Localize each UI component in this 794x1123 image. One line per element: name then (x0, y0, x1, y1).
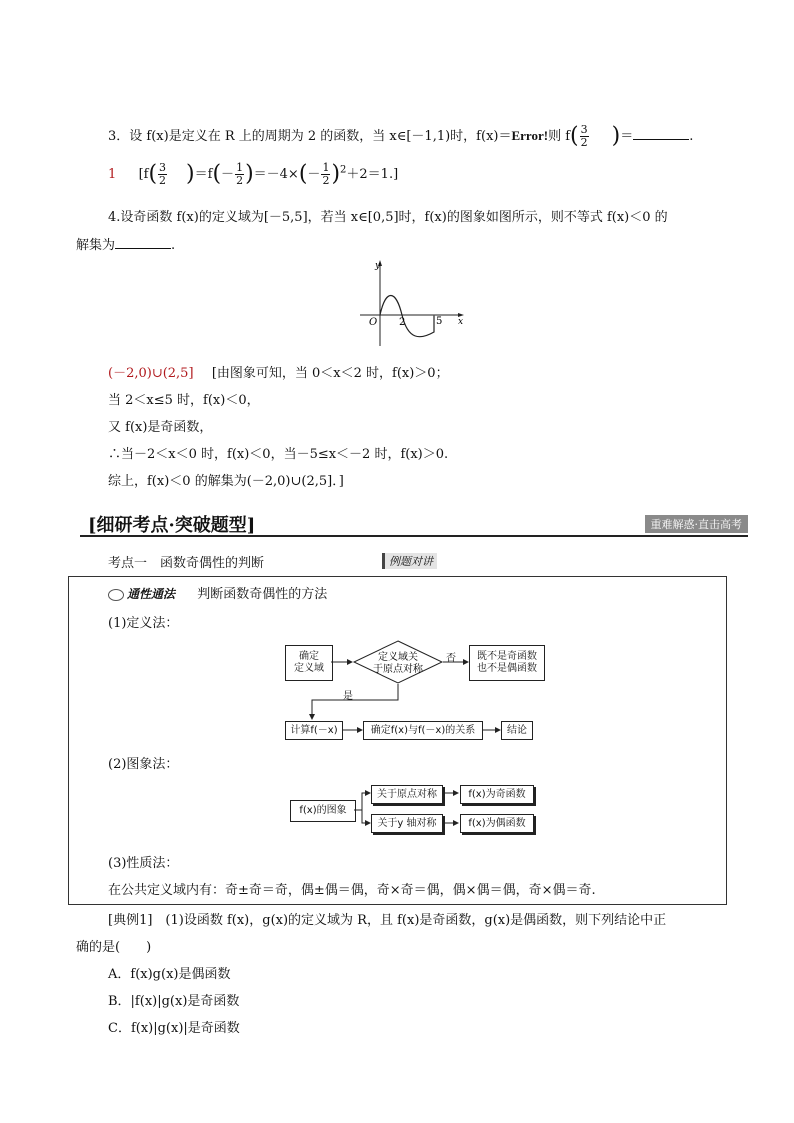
answer-4-line4: ∴当－2＜x＜0 时，f(x)＜0，当－5≤x＜－2 时，f(x)＞0. (108, 447, 449, 462)
a3-eq2: ＝－4× (253, 167, 299, 182)
kaodian-tag: 例题对讲 (382, 553, 437, 569)
example-line1: [典例1] (1)设函数 f(x)，g(x)的定义域为 R，且 f(x)是奇函数，g(x)是偶函数，则下列结论中正 (108, 913, 667, 928)
option-a: A．f(x)g(x)是偶函数 (108, 967, 231, 982)
answer-4-line3: 又 f(x)是奇函数， (108, 420, 213, 435)
flow-box-determine-domain: 确定 定义域 (285, 645, 333, 681)
q3-mid: 则 f (548, 129, 571, 144)
method-badge: 通性通法 (127, 587, 176, 601)
property-label: (3)性质法： (108, 856, 179, 871)
flow-box-relation: 确定f(x)与f(－x)的关系 (363, 721, 483, 740)
answer-4-line2: 当 2＜x≤5 时，f(x)＜0， (108, 393, 260, 408)
q3-error: Error! (511, 128, 549, 143)
a3-frac-3: $\frac{1}{2}$ (322, 161, 330, 187)
answer-4-line5: 综上，f(x)＜0 的解集为(－2,0)∪(2,5]．] (108, 474, 344, 489)
question-4-line2: 解集为 . (76, 238, 176, 253)
graph-tick-5: 5 (436, 316, 443, 327)
option-b: B．|f(x)|g(x)是奇函数 (108, 994, 240, 1009)
flow2-even-result: f(x)为偶函数 (460, 814, 534, 833)
definition-label: (1)定义法： (108, 616, 179, 631)
answer-4-value: (－2,0)∪(2,5] (108, 366, 194, 381)
a3-tail: ＋2＝1.] (346, 167, 399, 182)
a4-explain-1: [由图象可知，当 0＜x＜2 时，f(x)＞0； (211, 366, 449, 381)
flow-label-yes: 是 (343, 691, 353, 702)
question-4-line1: 4.设奇函数 f(x)的定义域为[－5,5]，若当 x∈[0,5]时，f(x)的图象如图所示，则不等式 f(x)＜0 的 (108, 210, 668, 225)
flow2-odd-result: f(x)为奇函数 (460, 785, 534, 804)
section-tag: 重难解惑·直击高考 (645, 515, 749, 533)
flow-label-no: 否 (446, 653, 456, 664)
a3-frac-2: $\frac{1}{2}$ (236, 161, 244, 187)
flow2-y-symmetry: 关于y 轴对称 (371, 814, 443, 833)
q3-paren-close: ) (611, 123, 621, 149)
graph-x-label: x (458, 317, 464, 327)
q3-end: . (689, 129, 694, 144)
flow-box-neither: 既不是奇函数 也不是偶函数 (469, 645, 545, 681)
flow-box-conclusion: 结论 (501, 721, 533, 740)
property-text: 在公共定义域内有：奇±奇＝奇，偶±偶＝偶，奇×奇＝偶，偶×偶＝偶，奇×偶＝奇. (108, 883, 596, 898)
a3-frac-1: $\frac{3}{2}$ (159, 161, 167, 187)
graph-origin: O (369, 317, 378, 328)
flow-box-compute: 计算f(－x) (285, 721, 343, 740)
answer-3-value: 1 (108, 167, 117, 182)
flow2-origin-symmetry: 关于原点对称 (371, 785, 443, 804)
q3-text: 3．设 f(x)是定义在 R 上的周期为 2 的函数，当 x∈[－1,1)时，f(x)＝ (108, 129, 512, 144)
a3-eq1: ＝f (194, 167, 213, 182)
graph-tick-2: 2 (399, 317, 406, 328)
flow2-start: f(x)的图象 (290, 800, 356, 822)
q3-paren-open: ( (570, 123, 579, 149)
answer-3: 1 [f( $\frac{3}{2}$ )＝f(－ $\frac{1}{2}$ )＝－4×(－ $\frac{1}{2}$ )$^2$＋2＝1.] (108, 161, 399, 187)
q3-fraction: $\frac{3}{2}$ (580, 123, 588, 149)
svg-text:定义域关: 定义域关 (378, 652, 418, 663)
q3-eq: ＝ (620, 129, 634, 144)
svg-text:于原点对称: 于原点对称 (373, 664, 423, 675)
a3-exponent: 2 (340, 164, 347, 176)
kaodian-title: 考点一 函数奇偶性的判断 (108, 556, 265, 571)
graph-y-label: y (375, 261, 381, 271)
method-title: 判断函数奇偶性的方法 (197, 587, 328, 602)
a3-open: [f (138, 167, 149, 182)
option-c: C．f(x)|g(x)|是奇函数 (108, 1021, 240, 1036)
example-line2: 确的是( ) (76, 940, 152, 955)
section-title: [细研考点·突破题型] (88, 515, 256, 536)
graph-method-label: (2)图象法： (108, 757, 179, 772)
